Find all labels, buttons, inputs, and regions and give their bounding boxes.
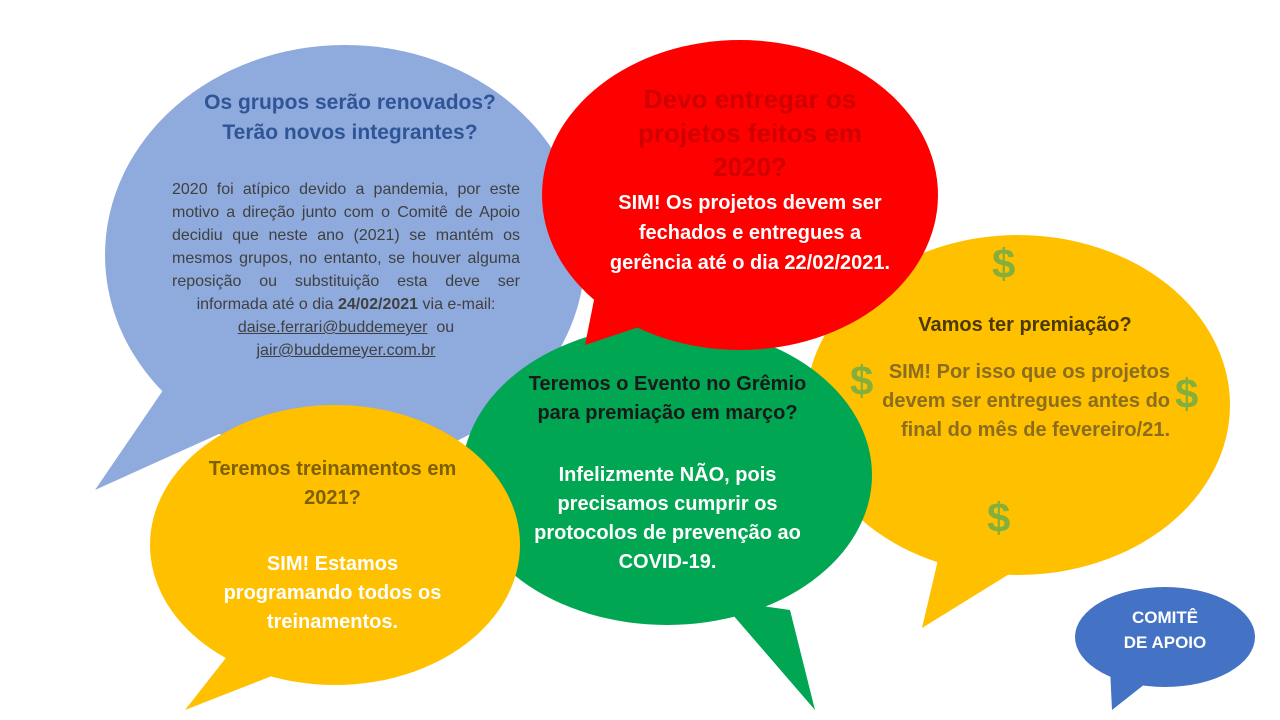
yellow-left-bubble-question: Teremos treinamentos em 2021? [208,458,457,509]
badge-line2: DE APOIO [1123,633,1207,652]
yellow-right-bubble-question: Vamos ter premiação? [918,314,1132,336]
blue-body-intro: 2020 foi atípico devido a pandemia, por este motivo a direção junto com o Comitê de Apoio decidiu que neste ano (2021) se mantém os mesmos grupos, no entanto, se houver alguma reposição ou substituição esta deve ser informada até o dia [172,181,520,313]
yellow-left-bubble-answer: SIM! Estamos programando todos os treinamentos. [223,553,442,633]
email-separator: ou [436,319,455,336]
email-link-jair[interactable]: jair@buddemeyer.com.br [256,342,436,359]
green-bubble-question: Teremos o Evento no Grêmio para premiação em março? [528,373,807,424]
red-bubble-answer: SIM! Os projetos devem ser fechados e entregues a gerência até o dia 22/02/2021. [609,192,891,274]
badge-line1: COMITÊ [1131,608,1199,627]
comite-badge-text [1090,605,1240,655]
red-bubble-question: Devo entregar os projetos feitos em 2020? [638,84,862,182]
blue-bubble-question [170,88,530,148]
yellow-right-bubble-answer: SIM! Por isso que os projetos devem ser entregues antes do final do mês de fevereiro/21. [882,361,1170,441]
dollar-icon: $ [850,357,874,404]
green-bubble-answer: Infelizmente NÃO, pois precisamos cumprir os protocolos de prevenção ao COVID-19. [534,464,801,573]
blue-question-line2: Terão novos integrantes? [222,121,478,144]
dollar-icon: $ [1175,370,1199,417]
email-link-daise[interactable]: daise.ferrari@buddemeyer [237,319,428,336]
dollar-icon: $ [987,494,1011,541]
dollar-icon: $ [992,240,1016,287]
blue-question-line1: Os grupos serão renovados? [204,91,496,114]
blue-body-date: 24/02/2021 [338,296,419,313]
blue-bubble-body [172,178,520,362]
blue-body-via: via e-mail: [422,296,496,313]
